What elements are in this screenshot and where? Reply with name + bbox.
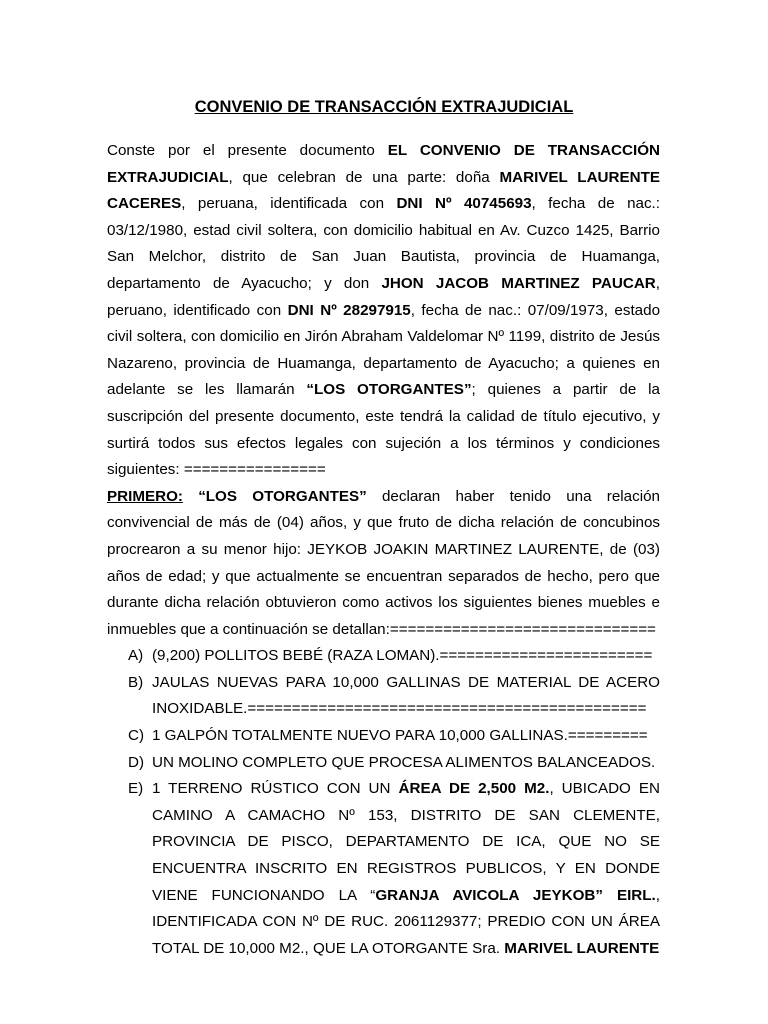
list-item: A) (9,200) POLLITOS BEBÉ (RAZA LOMAN).======================== [128,647,653,665]
document-title: CONVENIO DE TRANSACCIÓN EXTRAJUDICIAL [194,98,574,116]
list-item: D) UN MOLINO COMPLETO QUE PROCESA ALIMENTOS BALANCEADOS. [128,753,656,771]
intro-paragraph: Conste por el presente documento EL CONVENIO DE TRANSACCIÓN EXTRAJUDICIAL, que celebran de una parte: doña MARIVEL LAURENTE CACERES, peruana, identificada con DNI Nº 40745693, fecha de nac.: 03/12/1980, estad civil soltera, con domicilio habitual en Av. Cuzco 1425, Barrio San Melchor, distrito de San Juan Bautista, provincia de Huamanga, departamento de Ayacucho; y don JHON JACOB MARTINEZ PAUCAR, peruano, identificado con DNI Nº 28297915, fecha de nac.: 07/09/1973, estado civil soltera, con domicilio en Jirón Abraham Valdelomar Nº 1199, distrito de Jesús Nazareno, provincia de Huamanga, departamento de Ayacucho; a quienes en adelante se les llamarán “LOS OTORGANTES”; quienes a partir de la suscripción del presente documento, este tendrá la calidad de título ejecutivo, y surtirá todos sus efectos legales con sujeción a los términos y condiciones siguientes: ================ [107,142,661,479]
list-item: E) 1 TERRENO RÚSTICO CON UN ÁREA DE 2,500 M2., UBICADO EN CAMINO A CAMACHO Nº 153, DISTRITO DE SAN CLEMENTE, PROVINCIA DE PISCO, DEPARTAMENTO DE ICA, QUE NO SE ENCUENTRA INSCRITO EN REGISTROS PUBLICOS, Y EN DONDE VIENE FUNCIONANDO LA “GRANJA AVICOLA JEYKOB” EIRL., IDENTIFICADA CON Nº DE RUC. 2061129377; PREDIO CON UN ÁREA TOTAL DE 10,000 M2., QUE LA OTORGANTE Sra. MARIVEL LAURENTE [128,780,660,957]
list-item: C) 1 GALPÓN TOTALMENTE NUEVO PARA 10,000 GALLINAS.========= [128,727,648,745]
list-item: B) JAULAS NUEVAS PARA 10,000 GALLINAS DE MATERIAL DE ACERO INOXIDABLE.============================================= [128,673,660,718]
asset-list [107,643,660,962]
document-body [107,138,660,962]
clause-label: PRIMERO: [107,487,183,505]
primero-clause: PRIMERO: “LOS OTORGANTES” declaran haber tenido una relación convivencial de más de (04) años, y que fruto de dicha relación de concubinos procrearon a su menor hijo: JEYKOB JOAKIN MARTINEZ LAURENTE, de (03) años de edad; y que actualmente se encuentran separados de hecho, pero que durante dicha relación obtuvieron como activos los siguientes bienes muebles e inmuebles que a continuación se detallan:============================== [107,487,660,638]
